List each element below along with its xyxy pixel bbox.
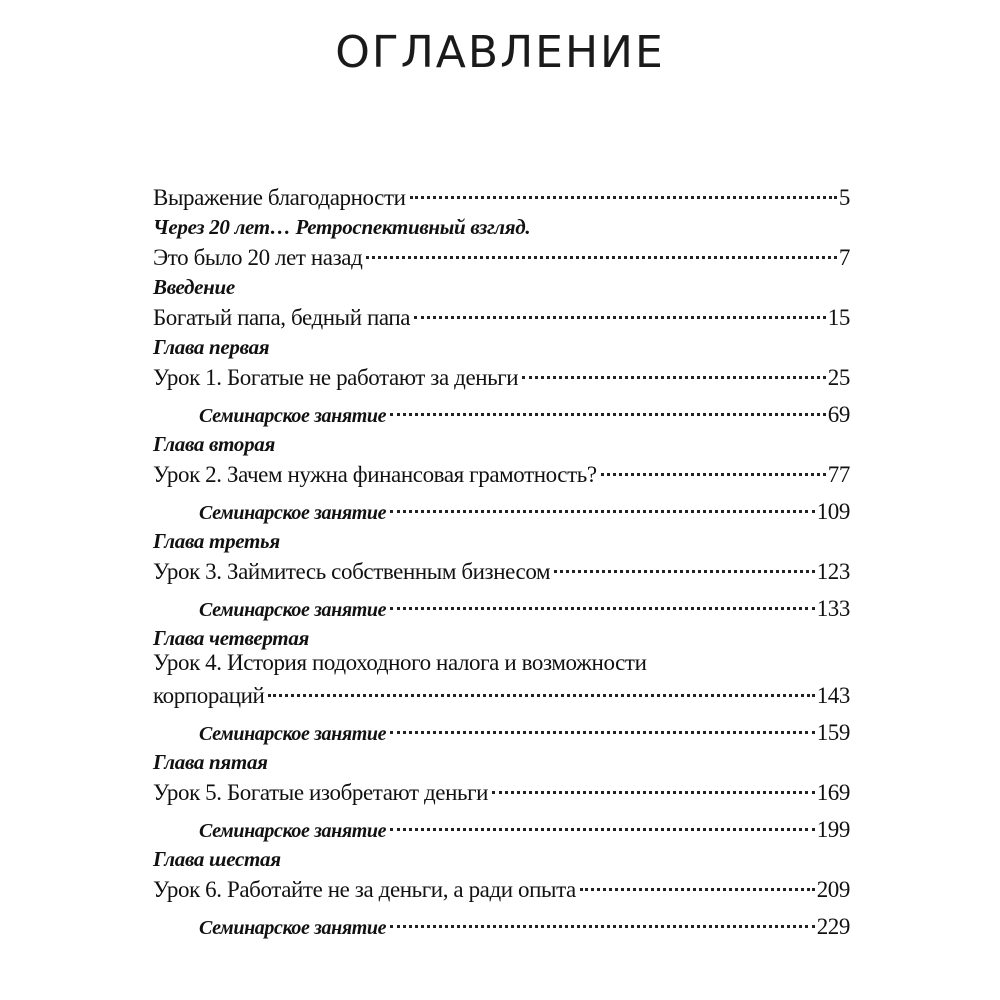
page-number: 15 — [827, 305, 850, 330]
page-number: 199 — [816, 817, 850, 842]
page-number: 25 — [827, 365, 850, 390]
chapter-heading-4: Глава четвертая — [153, 626, 310, 650]
dot-leader — [366, 238, 836, 265]
entry-label: Это было 20 лет назад — [153, 245, 363, 270]
toc-entry-seminar-4[interactable] — [153, 713, 850, 745]
entry-label: Семинарское занятие — [199, 723, 387, 745]
page-number: 143 — [816, 683, 850, 708]
toc-entry-seminar-5[interactable] — [153, 810, 850, 842]
dot-leader — [390, 395, 826, 422]
page-title: ОГЛАВЛЕНИЕ — [335, 27, 665, 78]
page-number: 209 — [816, 877, 850, 902]
entry-label: Семинарское занятие — [199, 917, 387, 939]
dot-leader — [268, 676, 814, 703]
page-number: 229 — [816, 914, 850, 939]
entry-label: корпораций — [153, 683, 265, 708]
entry-label: Семинарское занятие — [199, 405, 387, 427]
toc-entry-seminar-2[interactable] — [153, 492, 850, 524]
dot-leader — [492, 773, 815, 800]
entry-label: Урок 6. Работайте не за деньги, а ради опыта — [153, 877, 576, 902]
entry-label: Урок 5. Богатые изобретают деньги — [153, 780, 489, 805]
dot-leader — [390, 810, 815, 837]
toc-entry-retrospective[interactable] — [153, 238, 850, 270]
page-number: 169 — [816, 780, 850, 805]
chapter-heading-6: Глава шестая — [153, 847, 281, 871]
toc-entry-lesson-2[interactable] — [153, 455, 850, 487]
dot-leader — [414, 298, 826, 325]
entry-label: Урок 3. Займитесь собственным бизнесом — [153, 559, 551, 584]
page-number: 123 — [816, 559, 850, 584]
dot-leader — [554, 552, 815, 579]
page-number: 7 — [838, 245, 850, 270]
toc-entry-lesson-6[interactable] — [153, 870, 850, 902]
page-number: 109 — [816, 499, 850, 524]
section-heading-introduction: Введение — [153, 275, 235, 299]
toc-entry-lesson-3[interactable] — [153, 552, 850, 584]
dot-leader — [410, 178, 837, 205]
chapter-heading-1: Глава первая — [153, 335, 270, 359]
entry-label: Урок 1. Богатые не работают за деньги — [153, 365, 519, 390]
dot-leader — [580, 870, 815, 897]
toc-entry-lesson-5[interactable] — [153, 773, 850, 805]
entry-label-line-1: Урок 4. История подоходного налога и возможности — [153, 650, 647, 675]
toc-entry-seminar-3[interactable] — [153, 589, 850, 621]
page-number: 133 — [816, 596, 850, 621]
entry-label: Семинарское занятие — [199, 502, 387, 524]
toc-entry-acknowledgements[interactable] — [153, 178, 850, 210]
dot-leader — [390, 907, 815, 934]
page-number: 69 — [827, 402, 850, 427]
page-number: 159 — [816, 720, 850, 745]
entry-label: Богатый папа, бедный папа — [153, 305, 411, 330]
toc-entry-lesson-1[interactable] — [153, 358, 850, 390]
entry-label: Урок 2. Зачем нужна финансовая грамотность? — [153, 462, 597, 487]
page-number: 5 — [838, 185, 850, 210]
dot-leader — [601, 455, 826, 482]
chapter-heading-5: Глава пятая — [153, 750, 268, 774]
toc-entry-introduction[interactable] — [153, 298, 850, 330]
entry-label: Выражение благодарности — [153, 185, 406, 210]
dot-leader — [390, 713, 815, 740]
dot-leader — [390, 589, 815, 616]
table-of-contents — [153, 178, 850, 939]
toc-entry-lesson-4[interactable] — [153, 676, 850, 708]
toc-entry-seminar-6[interactable] — [153, 907, 850, 939]
dot-leader — [390, 492, 815, 519]
section-heading-retrospective: Через 20 лет… Ретроспективный взгляд. — [153, 215, 531, 239]
chapter-heading-2: Глава вторая — [153, 432, 275, 456]
dot-leader — [522, 358, 826, 385]
chapter-heading-3: Глава третья — [153, 529, 280, 553]
entry-label: Семинарское занятие — [199, 599, 387, 621]
entry-label: Семинарское занятие — [199, 820, 387, 842]
toc-entry-seminar-1[interactable] — [153, 395, 850, 427]
page-number: 77 — [827, 462, 850, 487]
